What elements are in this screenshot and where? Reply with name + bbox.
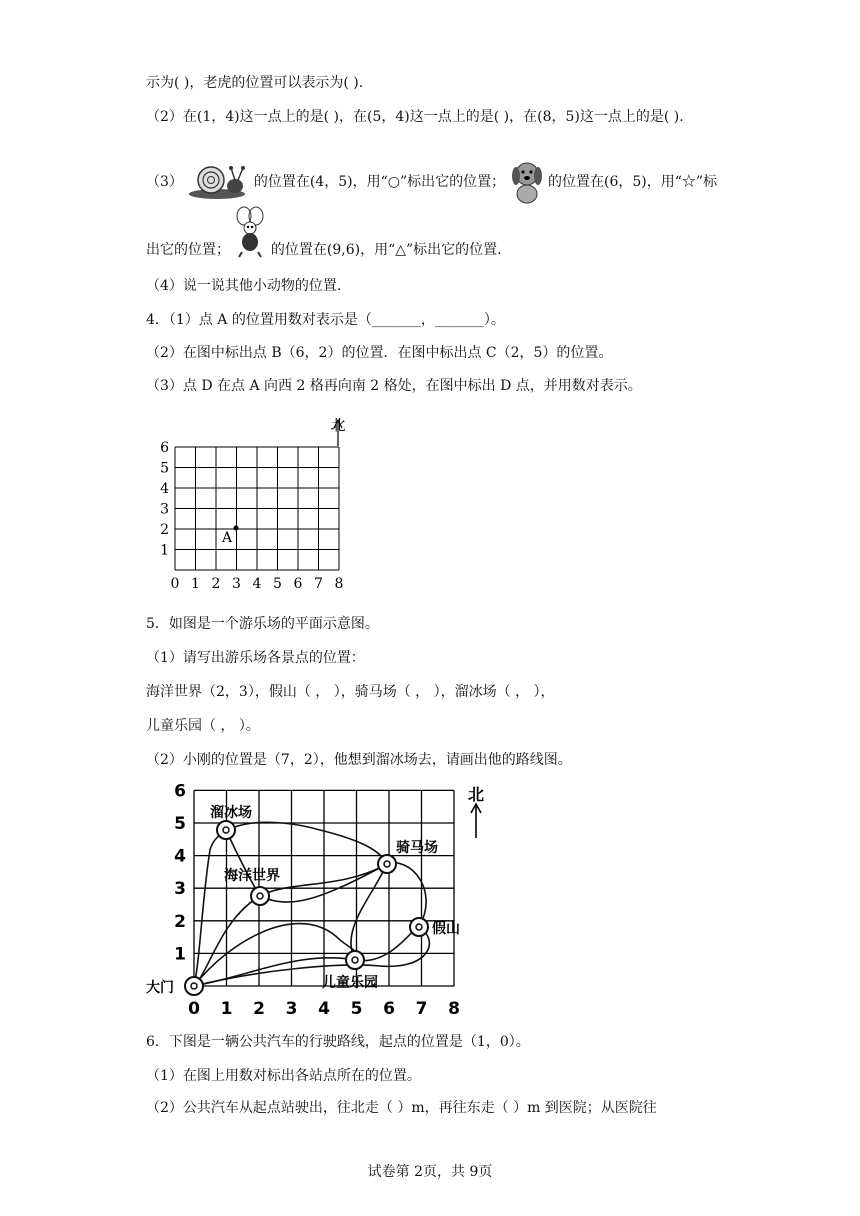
q3-part3-cont-text: 出它的位置；	[146, 242, 230, 258]
bee-icon	[234, 206, 266, 258]
x-tick-label: 7	[314, 576, 323, 592]
label-horse: 骑马场	[396, 840, 438, 856]
x-tick-label: 1	[220, 999, 233, 1019]
y-tick-label: 4	[174, 846, 186, 867]
q5-locations: 海洋世界（2，3），假山（ ， ），骑马场（ ， ），溜冰场（ ， ），	[146, 684, 555, 700]
y-tick-label: 1	[160, 542, 169, 559]
q3-part4: （4）说一说其他小动物的位置.	[146, 278, 342, 294]
label-ocean: 海洋世界	[224, 868, 280, 884]
y-tick-label: 2	[174, 911, 186, 932]
x-tick-label: 4	[252, 576, 262, 592]
grid-2-north-label: 北	[467, 785, 485, 804]
x-tick-label: 6	[293, 576, 303, 592]
y-tick-label: 6	[174, 781, 186, 802]
q6-part2: （2）公共汽车从起点站驶出，往北走（ ）m，再往东走（ ）m 到医院；从医院往	[146, 1100, 657, 1116]
y-tick-label: 3	[160, 501, 169, 518]
label-gate: 大门	[146, 980, 174, 996]
x-tick-label: 2	[253, 999, 265, 1019]
q5-kids-park: 儿童乐园（ ， ）。	[146, 718, 260, 734]
q5-part2: （2）小刚的位置是（7，2），他想到溜冰场去，请画出他的路线图。	[146, 752, 572, 768]
q5-title: 5．如图是一个游乐场的平面示意图。	[146, 616, 379, 632]
x-tick-label: 8	[448, 999, 460, 1019]
q4-part2: （2）在图中标出点 B（6，2）的位置．在图中标出点 C（2，5）的位置。	[146, 345, 613, 361]
marker-kids	[346, 951, 364, 969]
q3-part3	[146, 160, 717, 200]
x-tick-label: 7	[415, 999, 428, 1019]
point-a	[234, 526, 239, 531]
marker-gate	[185, 977, 203, 995]
q5-part1: （1）请写出游乐场各景点的位置：	[146, 650, 365, 666]
q3-part3-cont	[146, 206, 502, 258]
grid-1-north-label: 北	[330, 416, 346, 434]
y-tick-label: 6	[160, 439, 169, 456]
q3-part2: （2）在(1，4)这一点上的是( )，在(5，4)这一点上的是( )，在(8，5)这一点上的是( ).	[146, 109, 684, 125]
amusement-park-map	[140, 780, 520, 1020]
x-tick-label: 3	[285, 999, 298, 1019]
marker-horse	[378, 855, 396, 873]
y-tick-label: 5	[160, 460, 169, 477]
q3-part3-label: （3）	[146, 174, 183, 190]
q4-part3: （3）点 D 在点 A 向西 2 格再向南 2 格处，在图中标出 D 点，并用数对表示。	[146, 378, 642, 394]
q3-puppy-text: 的位置在(6，5)，用“☆”标	[548, 174, 718, 190]
q3-bee-text: 的位置在(9,6)，用“△”标出它的位置.	[270, 242, 502, 258]
x-tick-label: 0	[188, 999, 200, 1019]
y-tick-label: 2	[160, 521, 169, 538]
snail-icon	[187, 162, 249, 202]
label-kids: 儿童乐园	[322, 975, 378, 991]
page-footer: 试卷第 2页，共 9页	[367, 1164, 493, 1180]
grid-1-lines	[175, 447, 339, 570]
q3-snail-text: 的位置在(4，5)，用“○”标出它的位置；	[253, 174, 506, 190]
x-tick-label: 1	[191, 576, 200, 592]
q4-part1: 4．（1）点 A 的位置用数对表示是（_______，_______）。	[146, 312, 505, 328]
point-a-label: A	[222, 530, 233, 546]
x-tick-label: 2	[211, 576, 221, 592]
x-tick-label: 8	[334, 576, 344, 592]
x-tick-label: 4	[318, 999, 330, 1019]
marker-hill	[410, 918, 428, 936]
puppy-icon	[510, 160, 544, 204]
x-tick-label: 5	[273, 576, 282, 592]
q6-title: 6．下图是一辆公共汽车的行驶路线，起点的位置是（1，0）。	[146, 1034, 530, 1050]
grid-chart-1	[150, 410, 370, 600]
q3-blank-line: 示为( )，老虎的位置可以表示为( ).	[146, 75, 364, 91]
label-skating: 溜冰场	[210, 805, 252, 821]
x-tick-label: 3	[232, 576, 241, 592]
x-tick-label: 0	[170, 576, 180, 592]
y-tick-label: 4	[160, 480, 169, 497]
x-tick-label: 6	[383, 999, 395, 1019]
y-tick-label: 5	[174, 813, 186, 834]
label-hill: 假山	[432, 921, 460, 937]
y-tick-label: 3	[174, 879, 186, 900]
marker-skating	[217, 821, 235, 839]
x-tick-label: 5	[350, 999, 363, 1019]
marker-ocean	[251, 887, 269, 905]
q6-part1: （1）在图上用数对标出各站点所在的位置。	[146, 1068, 421, 1084]
y-tick-label: 1	[174, 944, 186, 965]
